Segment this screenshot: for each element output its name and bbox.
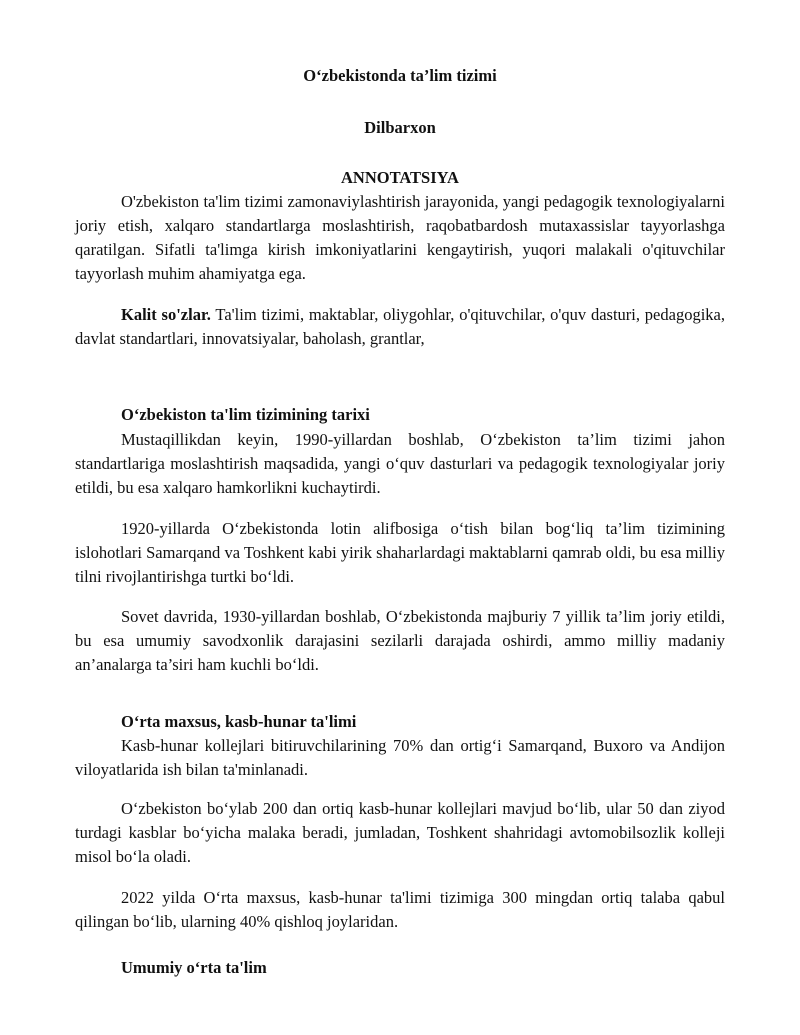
keywords-label: Kalit so'zlar. — [121, 305, 211, 324]
author-name: Dilbarxon — [364, 118, 436, 137]
section-heading-general: Umumiy o‘rta ta'lim — [121, 958, 267, 977]
document-title: O‘zbekistonda ta’lim tizimi — [303, 66, 497, 85]
abstract-text: O'zbekiston ta'lim tizimi zamonaviylashtirish jarayonida, yangi pedagogik texnologiyalarni joriy etish, xalqaro standartlarga moslashtirish, raqobatbardosh mutaxassislar tayyorlashga qaratilgan. Sifatli ta'limga kirish imkoniyatlarini kengaytirish, yuqori malakali o'qituvchilar tayyorlash muhim ahamiyatga ega. — [75, 192, 725, 283]
history-paragraph-3: Sovet davrida, 1930-yillardan boshlab, O‘zbekistonda majburiy 7 yillik ta’lim joriy etildi, bu esa umumiy savodxonlik darajasini sezilarli darajada oshirdi, ammo milliy madaniy an’analarga ta’siri ham kuchli bo‘ldi. — [75, 607, 725, 674]
vocational-paragraph-2: O‘zbekiston bo‘ylab 200 dan ortiq kasb-hunar kollejlari mavjud bo‘lib, ular 50 dan ziyod turdagi kasblar bo‘yicha malaka beradi, jumladan, Toshkent shahridagi avtomobilsozlik kolleji misol bo‘la oladi. — [75, 799, 725, 866]
section-heading-vocational: O‘rta maxsus, kasb-hunar ta'limi — [121, 712, 357, 731]
section-heading-history: O‘zbekiston ta'lim tizimining tarixi — [121, 405, 370, 424]
history-paragraph-1: Mustaqillikdan keyin, 1990-yillardan boshlab, O‘zbekiston ta’lim tizimi jahon standartlariga moslashtirish maqsadida, yangi o‘quv dasturlari va pedagogik texnologiyalar joriy etildi, bu esa xalqaro hamkorlikni kuchaytirdi. — [75, 430, 725, 497]
keywords-paragraph — [75, 303, 725, 351]
keywords-text: Ta'lim tizimi, maktablar, oliygohlar, o'qituvchilar, o'quv dasturi, pedagogika, davlat standartlari, innovatsiyalar, baholash, grantlar, — [75, 305, 725, 348]
vocational-paragraph-1: Kasb-hunar kollejlari bitiruvchilarining 70% dan ortig‘i Samarqand, Buxoro va Andijon viloyatlarida ish bilan ta'minlanadi. — [75, 736, 725, 779]
abstract-heading: ANNOTATSIYA — [341, 168, 459, 187]
vocational-paragraph-3: 2022 yilda O‘rta maxsus, kasb-hunar ta'limi tizimiga 300 mingdan ortiq talaba qabul qilingan bo‘lib, ularning 40% qishloq joylaridan. — [75, 888, 725, 931]
history-paragraph-2: 1920-yillarda O‘zbekistonda lotin alifbosiga o‘tish bilan bog‘liq ta’lim tizimining islohotlari Samarqand va Toshkent kabi yirik shaharlardagi maktablarni qamrab oldi, bu esa milliy tilni rivojlantirishga turtki bo‘ldi. — [75, 519, 725, 586]
